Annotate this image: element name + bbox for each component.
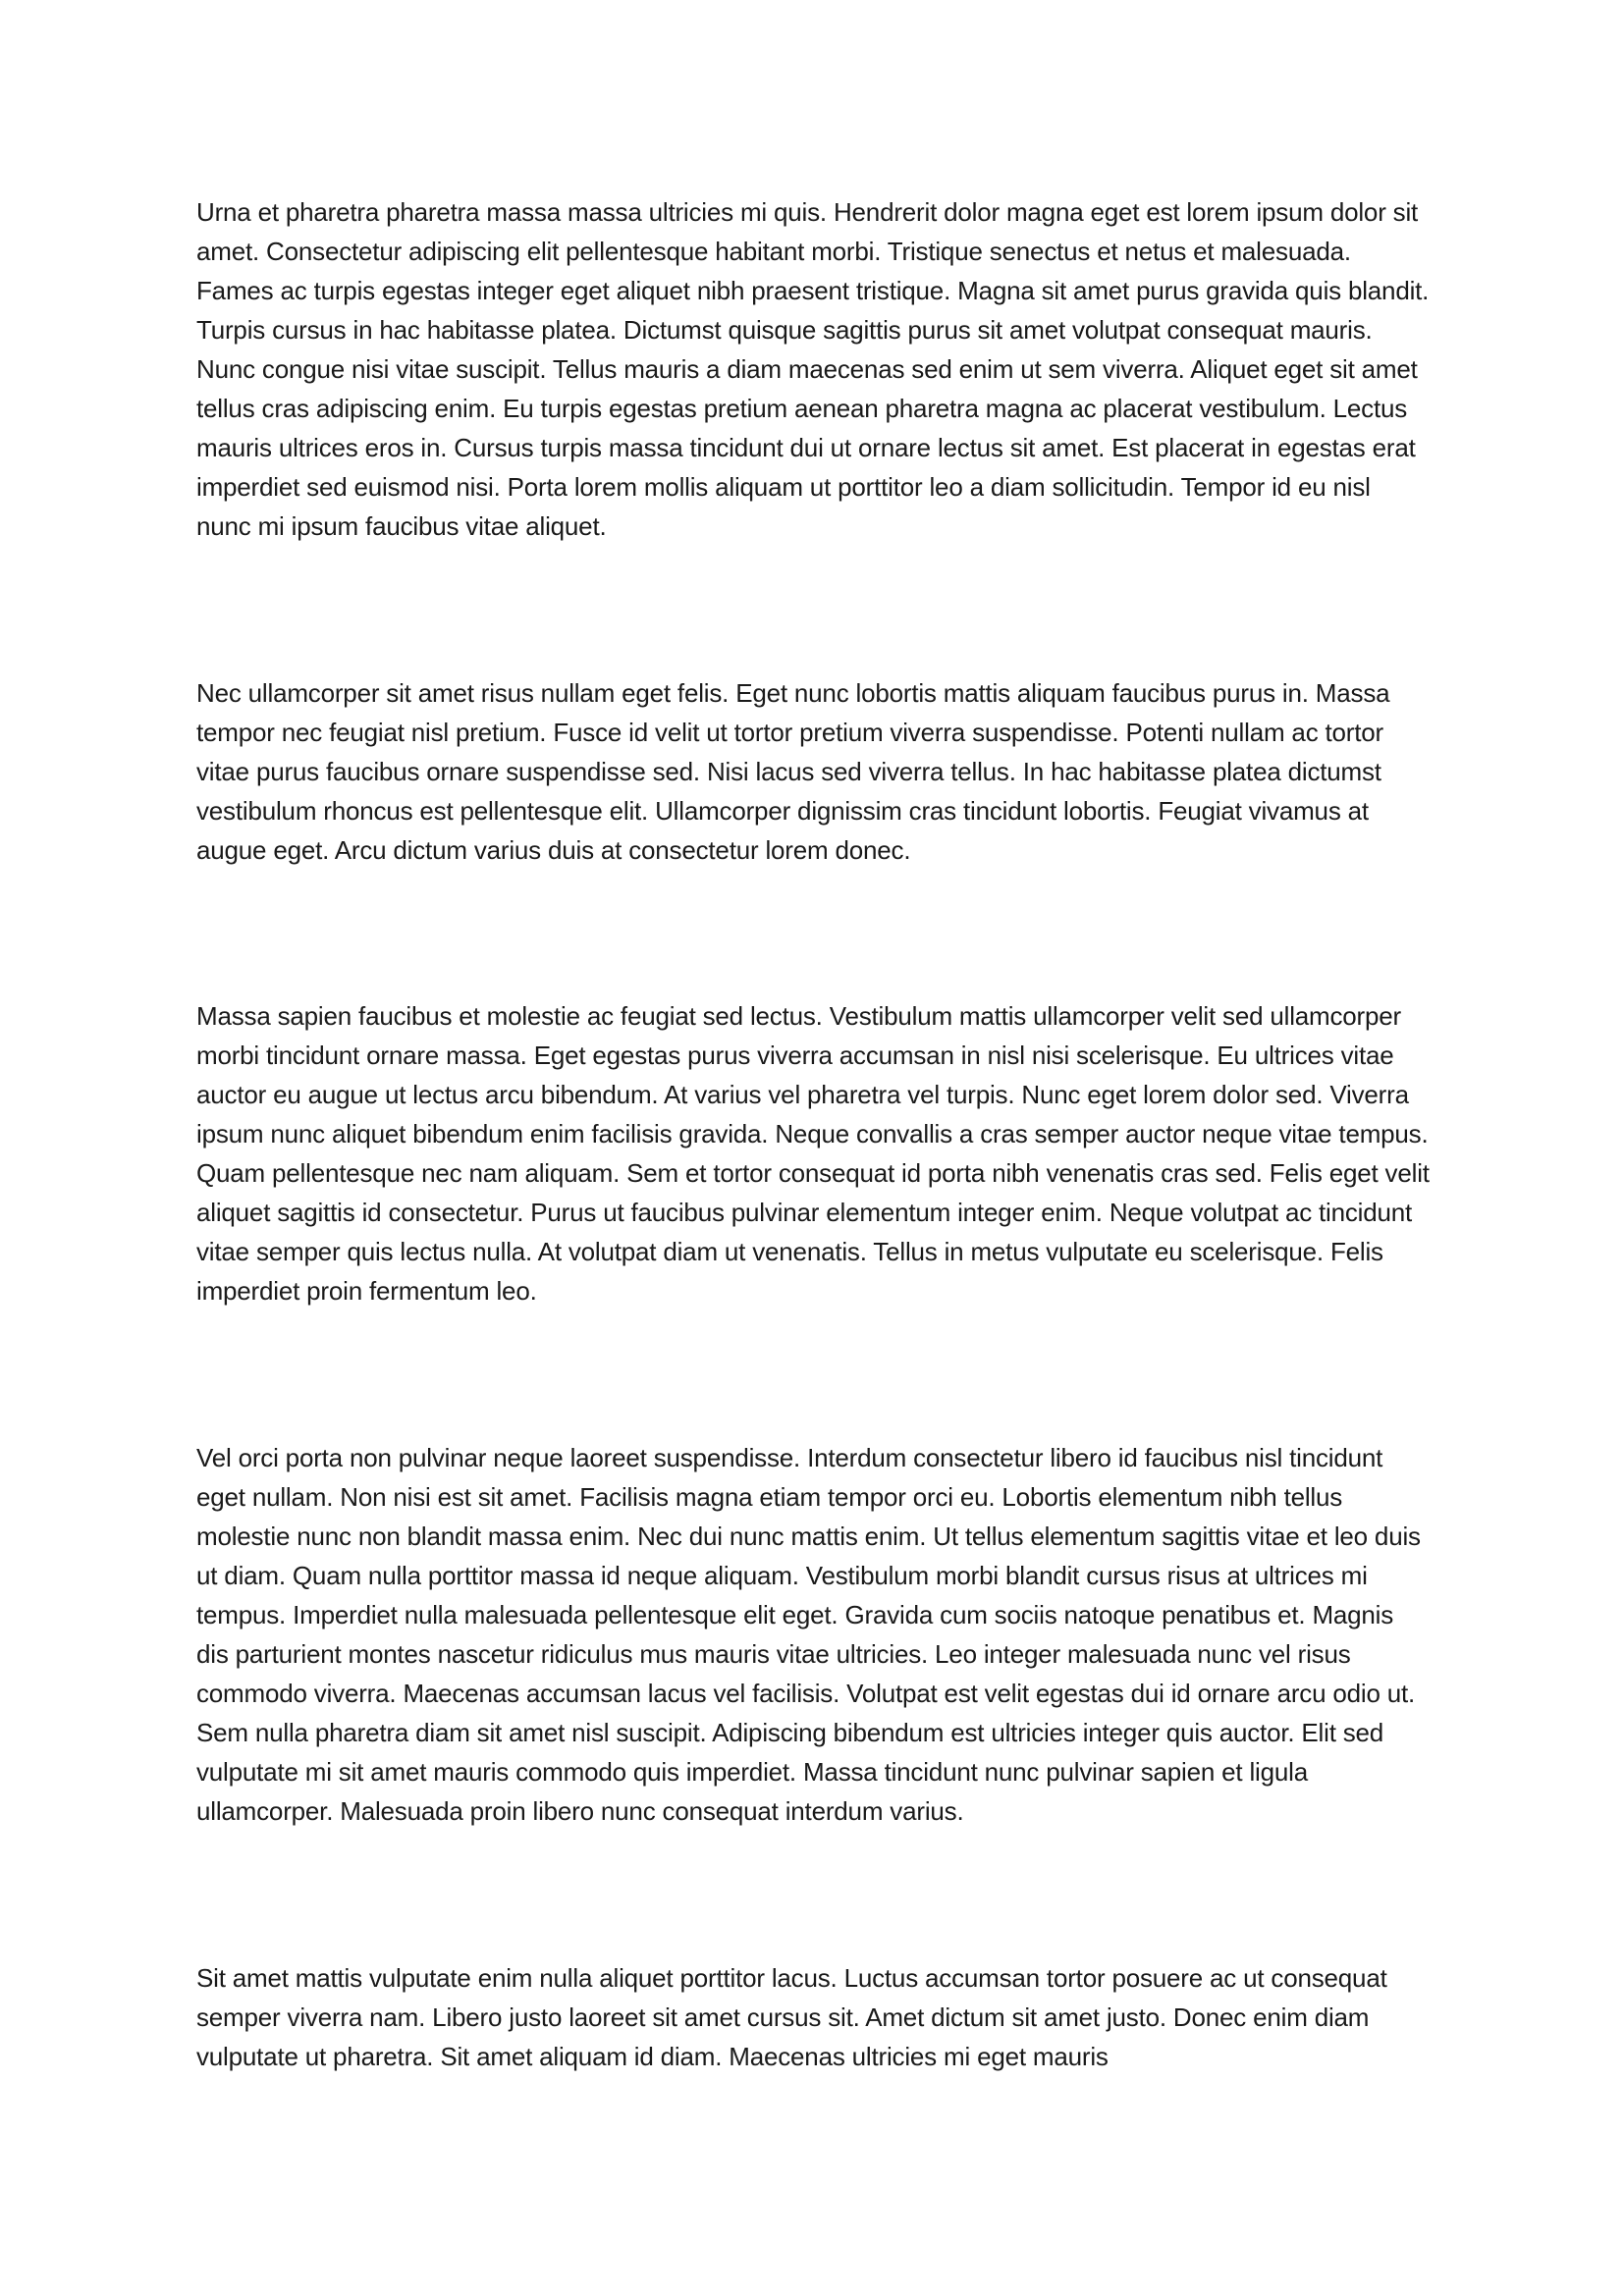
paragraph: Vel orci porta non pulvinar neque laoreet suspendisse. Interdum consectetur libero id faucibus nisl tincidunt eget nullam. Non nisi est sit amet. Facilisis magna etiam tempor orci eu. Lobortis elementum nibh tellus molestie nunc non blandit massa enim. Nec dui nunc mattis enim. Ut tellus elementum sagittis vitae et leo duis ut diam. Quam nulla porttitor massa id neque aliquam. Vestibulum morbi blandit cursus risus at ultrices mi tempus. Imperdiet nulla malesuada pellentesque elit eget. Gravida cum sociis natoque penatibus et. Magnis dis parturient montes nascetur ridiculus mus mauris vitae ultricies. Leo integer malesuada nunc vel risus commodo viverra. Maecenas accumsan lacus vel facilisis. Volutpat est velit egestas dui id ornare arcu odio ut. Sem nulla pharetra diam sit amet nisl suscipit. Adipiscing bibendum est ultricies integer quis auctor. Elit sed vulputate mi sit amet mauris commodo quis imperdiet. Massa tincidunt nunc pulvinar sapien et ligula ullamcorper. Malesuada proin libero nunc consequat interdum varius.	[196, 1443, 1421, 1826]
paragraph: Nec ullamcorper sit amet risus nullam eget felis. Eget nunc lobortis mattis aliquam faucibus purus in. Massa tempor nec feugiat nisl pretium. Fusce id velit ut tortor pretium viverra suspendisse. Potenti nullam ac tortor vitae purus faucibus ornare suspendisse sed. Nisi lacus sed viverra tellus. In hac habitasse platea dictumst vestibulum rhoncus est pellentesque elit. Ullamcorper dignissim cras tincidunt lobortis. Feugiat vivamus at augue eget. Arcu dictum varius duis at consectetur lorem donec.	[196, 678, 1390, 865]
paragraph: Massa sapien faucibus et molestie ac feugiat sed lectus. Vestibulum mattis ullamcorper velit sed ullamcorper morbi tincidunt ornare massa. Eget egestas purus viverra accumsan in nisl nisi scelerisque. Eu ultrices vitae auctor eu augue ut lectus arcu bibendum. At varius vel pharetra vel turpis. Nunc eget lorem dolor sed. Viverra ipsum nunc aliquet bibendum enim facilisis gravida. Neque convallis a cras semper auctor neque vitae tempus. Quam pellentesque nec nam aliquam. Sem et tortor consequat id porta nibh venenatis cras sed. Felis eget velit aliquet sagittis id consectetur. Purus ut faucibus pulvinar elementum integer enim. Neque volutpat ac tincidunt vitae semper quis lectus nulla. At volutpat diam ut venenatis. Tellus in metus vulputate eu scelerisque. Felis imperdiet proin fermentum leo.	[196, 1001, 1430, 1306]
paragraph: Urna et pharetra pharetra massa massa ultricies mi quis. Hendrerit dolor magna eget est lorem ipsum dolor sit amet. Consectetur adipiscing elit pellentesque habitant morbi. Tristique senectus et netus et malesuada. Fames ac turpis egestas integer eget aliquet nibh praesent tristique. Magna sit amet purus gravida quis blandit. Turpis cursus in hac habitasse platea. Dictumst quisque sagittis purus sit amet volutpat consequat mauris. Nunc congue nisi vitae suscipit. Tellus mauris a diam maecenas sed enim ut sem viverra. Aliquet eget sit amet tellus cras adipiscing enim. Eu turpis egestas pretium aenean pharetra magna ac placerat vestibulum. Lectus mauris ultrices eros in. Cursus turpis massa tincidunt dui ut ornare lectus sit amet. Est placerat in egestas erat imperdiet sed euismod nisi. Porta lorem mollis aliquam ut porttitor leo a diam sollicitudin. Tempor id eu nisl nunc mi ipsum faucibus vitae aliquet.	[196, 197, 1430, 541]
paragraph: Sit amet mattis vulputate enim nulla aliquet porttitor lacus. Luctus accumsan tortor posuere ac ut consequat semper viverra nam. Libero justo laoreet sit amet cursus sit. Amet dictum sit amet justo. Donec enim diam vulputate ut pharetra. Sit amet aliquam id diam. Maecenas ultricies mi eget mauris	[196, 1963, 1387, 2071]
